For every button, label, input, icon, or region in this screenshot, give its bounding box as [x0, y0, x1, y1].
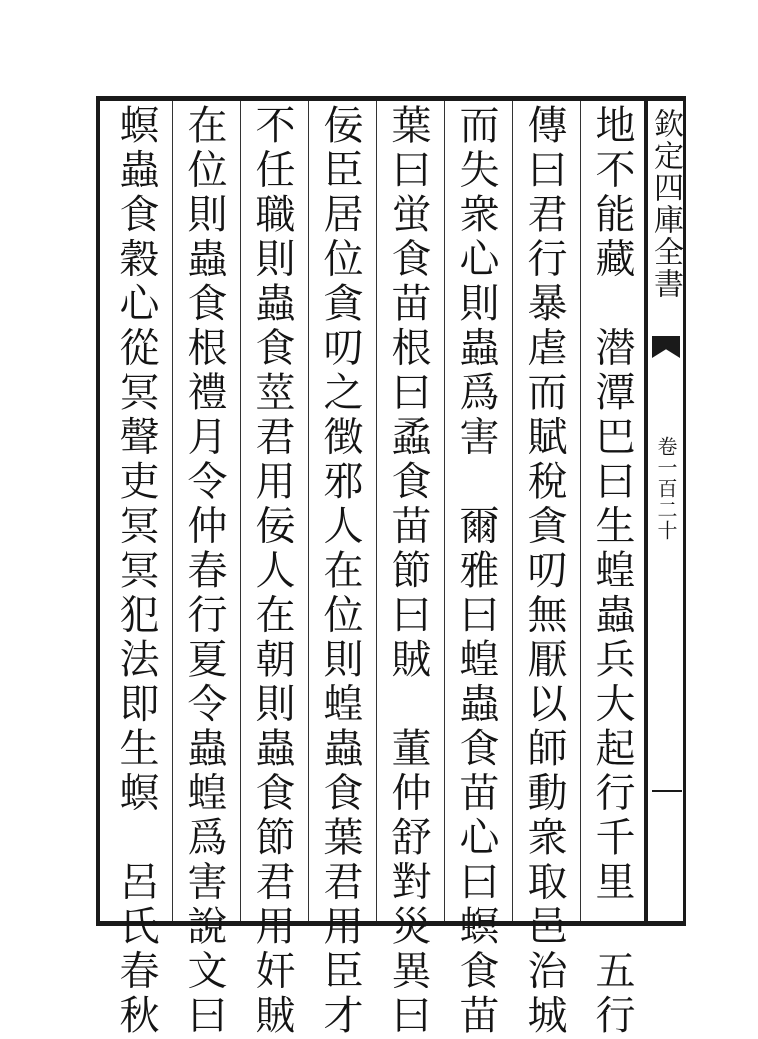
margin-divider — [652, 790, 682, 792]
text-column-6: 不任職則蟲食莖君用佞人在朝則蟲食節君用奸賊 — [249, 104, 295, 1039]
text-column-2: 傳曰君行暴虐而賦稅貪叨無厭以師動衆取邑治城 — [521, 104, 567, 1039]
column-rule — [172, 101, 173, 921]
text-column-4: 葉曰蛍食苗根曰蟊食苗節曰賊 董仲舒對災異曰 — [385, 104, 431, 1039]
text-column-1: 地不能藏 潜潭巴曰生蝗蟲兵大起行千里 五行 — [589, 104, 635, 1039]
column-rule — [376, 101, 377, 921]
book-title: 欽定四庫全書 — [648, 108, 683, 300]
column-rule — [512, 101, 513, 921]
text-column-3: 而失衆心則蟲爲害 爾雅曰蝗蟲食苗心曰螟食苗 — [453, 104, 499, 1039]
volume-number: 卷一百二十 — [654, 436, 678, 541]
column-rule — [444, 101, 445, 921]
text-column-7: 在位則蟲食根禮月令仲春行夏令蟲蝗爲害說文曰 — [181, 104, 227, 1039]
column-rule — [240, 101, 241, 921]
text-column-8: 螟蟲食穀心從冥聲吏冥冥犯法即生螟 呂氏春秋 — [113, 104, 159, 1039]
column-rule — [308, 101, 309, 921]
column-rule — [580, 101, 581, 921]
text-column-5: 佞臣居位貪叨之徴邪人在位則蝗蟲食葉君用臣才 — [317, 104, 363, 1039]
